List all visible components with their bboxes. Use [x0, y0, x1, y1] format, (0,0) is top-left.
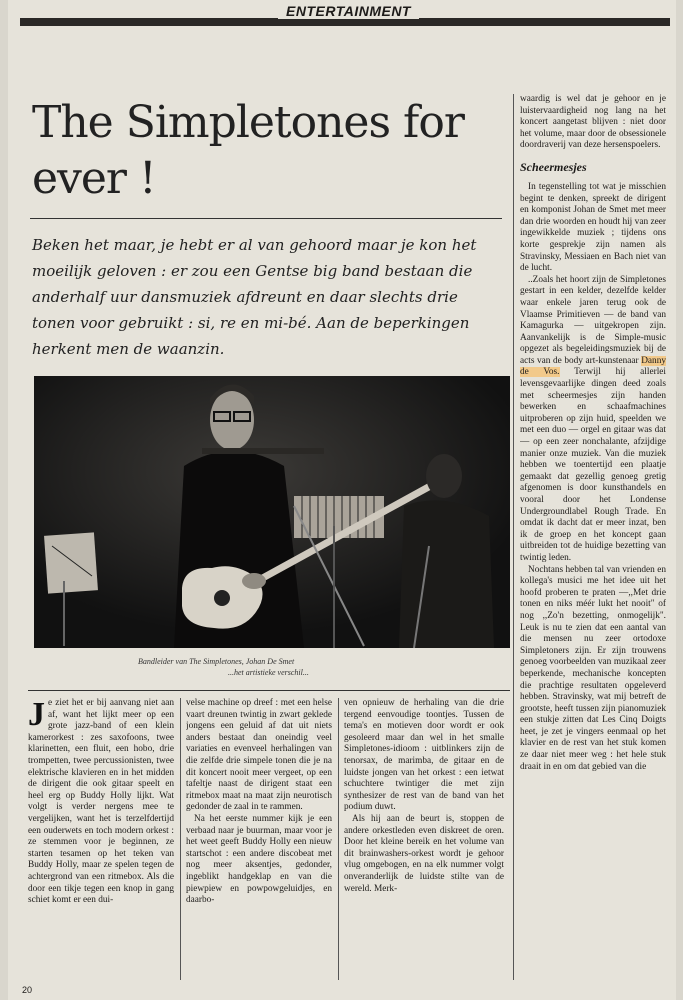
column-2-text: velse machine op dreef : met een helse vaart dreunen twintig in zwart geklede jongens een geluid af dat uit niets anders bestaat dan oneindig veel variaties en evenveel herhalingen van die zelfde drie simpele tonen die je na dit koncert nooit meer vergeet, op een tafeltje naast de dirigent staat een ritmebox maat na maat zijn neurotisch gedonder de zaal in te rammen. [186, 698, 332, 813]
article-column-2 [186, 698, 332, 980]
article-column-3 [344, 698, 504, 980]
article-lead: Beken het maar, je hebt er al van gehoord maar je kon het moeilijk geloven : er zou een Gentse big band bestaan die anderhalf uur dansmuziek afdreunt en daar slechts drie tonen voor gebruikt : si, re en mi-bé. Aan de beperkingen herkent men de waanzin. [32, 236, 477, 358]
column-4-text-e: Nochtans hebben tal van vrienden en kollega's musici me het idee uit het hoofd proberen te praten —,,Met drie tonen en niks méér lukt het nooit" of nog ,,Zo'n bezetting, onmogelijk". Leuk is nu te zien dat een aantal van die mensen nu zeer ortodoxe Simpletoners zijn. Er zijn trouwens genoeg voorbeelden van muzikaal zeer beperkende, mechanische koncepten die prachtige resultaten opgeleverd hebben. Stravinsky, wat mij betreft de grootste, heeft tussen zijn pianomuziek een stukje zitten dat Les Cinq Doigts heet, je zet je vingers eenmaal op het klavier en de rest van het stuk komen ze daar niet meer weg : het hele stuk draait in en om dat gebied van die [520, 564, 666, 772]
column-4-text-d: Terwijl hij allerlei levensgevaarlijke dingen deed zoals met scheermesjes zijn handen bewerken en schaafmachines uitproberen op zijn huid, speelden we met een duo — orgel en gitaar was dat — op een zeer nonchalante, afzijdige manier onze muziek. Van die muziek hebben we toentertijd een plaatje gemaakt dat gezellig genoeg gretig afgenomen is door kunsthandels en vooral door het Londense Undergroundlabel Rough Trade. En omdat ik dacht dat er meer inzat, ben ik de groep en het koncept gaan uitbreiden tot de huidige bezetting van twintig leden. [520, 367, 666, 563]
section-header-bar [20, 18, 670, 26]
column-4-text-b: In tegenstelling tot wat je misschien begint te denken, spreekt de dirigent en komponist Johan de Smet met meer dan drie woorden en houdt hij van zeer ingewikkelde muziek ; tijdens ons korte gesprekje zijn namen als Stravinsky, Messiaen en Bach niet van de lucht. [520, 181, 666, 274]
subheading: Scheermesjes [520, 159, 587, 174]
magazine-page [8, 0, 676, 1000]
column-2-text-b: Na het eerste nummer kijk je een verbaad naar je buurman, maar voor je het weet geeft Buddy Holly een nieuw startschot : een andere discobeat met nog meer aksentjes, gedonder, ingeblikt handgeklap en van die piewpiew en powpowgeluidjes, en daarbo- [186, 813, 332, 906]
title-rule [30, 218, 502, 219]
band-photo [34, 376, 510, 648]
dropcap: J [28, 698, 45, 733]
article-column-1 [28, 698, 174, 980]
caption-rule [28, 690, 510, 691]
caption-line-1: Bandleider van The Simpletones, Johan De Smet [138, 657, 295, 666]
photo-caption [138, 656, 438, 678]
column-1-text: e ziet het er bij aanvang niet aan af, want het lijkt meer op een grote jazz-band of een klein kamerorkest : zes saxofoons, twee klarinetten, een fluit, een hobo, drie trompetten, twee percussionisten, twee elektrische klavieren en in het midden de dirigent die ook gitaar speelt en heel erg op Buddy Holly lijkt. Wat volgt is verder nergens mee te vergelijken, want het is terzelfdertijd een ouderwets en toch modern orkest : ze stemmen voor je beginnen, ze starten tesamen op het teken van Buddy Holly, maar ze spelen tegen de achtergrond van een ritmebox. Als die door een tikje tegen een knop in gang schiet komt er een dui- [28, 698, 174, 906]
column-divider [180, 698, 181, 980]
column-divider-right [513, 94, 514, 980]
column-3-text: ven opnieuw de herhaling van die drie tergend eenvoudige toontjes. Tussen de tema's en motieven door wordt er ook gesoleerd maar dan wel in het smalle Simpletones-idioom : uitblinkers zijn de tenorsax, de marimba, de gitaar en de luidste jongen van het orkest : een ietwat schuchtere twintiger die met zijn synthesizer de rest van de band van het podium duwt. [344, 698, 504, 813]
section-label: ENTERTAINMENT [278, 3, 419, 19]
article-column-4 [520, 94, 666, 980]
column-3-text-b: Als hij aan de beurt is, stoppen de andere orkestleden even diskreet de oren. Door het kleine bereik en het volume van dit brainwashers-orkest wordt je gehoor vlug omgebogen, en na elk nummer volgt onveranderlijk de luidste stilte van de wereld. Merk- [344, 813, 504, 894]
photo-illustration [34, 376, 510, 648]
column-4-text-a: waardig is wel dat je gehoor en je luistervaardigheid nog lang na het koncert aangetast blijven : niet door het volume, maar door de obsessionele doordraverij van deze hersenspoelers. [520, 94, 666, 151]
column-divider [338, 698, 339, 980]
caption-line-2: ...het artistieke verschil... [228, 668, 309, 677]
column-4-text-c [520, 275, 666, 565]
column-4-text-c-main: ..Zoals het hoort zijn de Simpletones gestart in een kelder, dezelfde kelder waar enkele jaren terug ook de Vlaamse Primitieven — de band van Kamagurka — uitgekropen zijn. Aanvankelijk is de Simple-music opgezet als begeleidingsmuziek bij de acts van de body art-kunstenaar [520, 274, 666, 366]
article-title: The Simpletones for ever ! [32, 97, 464, 204]
page-number: 20 [22, 985, 33, 995]
highlighted-name: Danny de Vos. [520, 355, 666, 378]
